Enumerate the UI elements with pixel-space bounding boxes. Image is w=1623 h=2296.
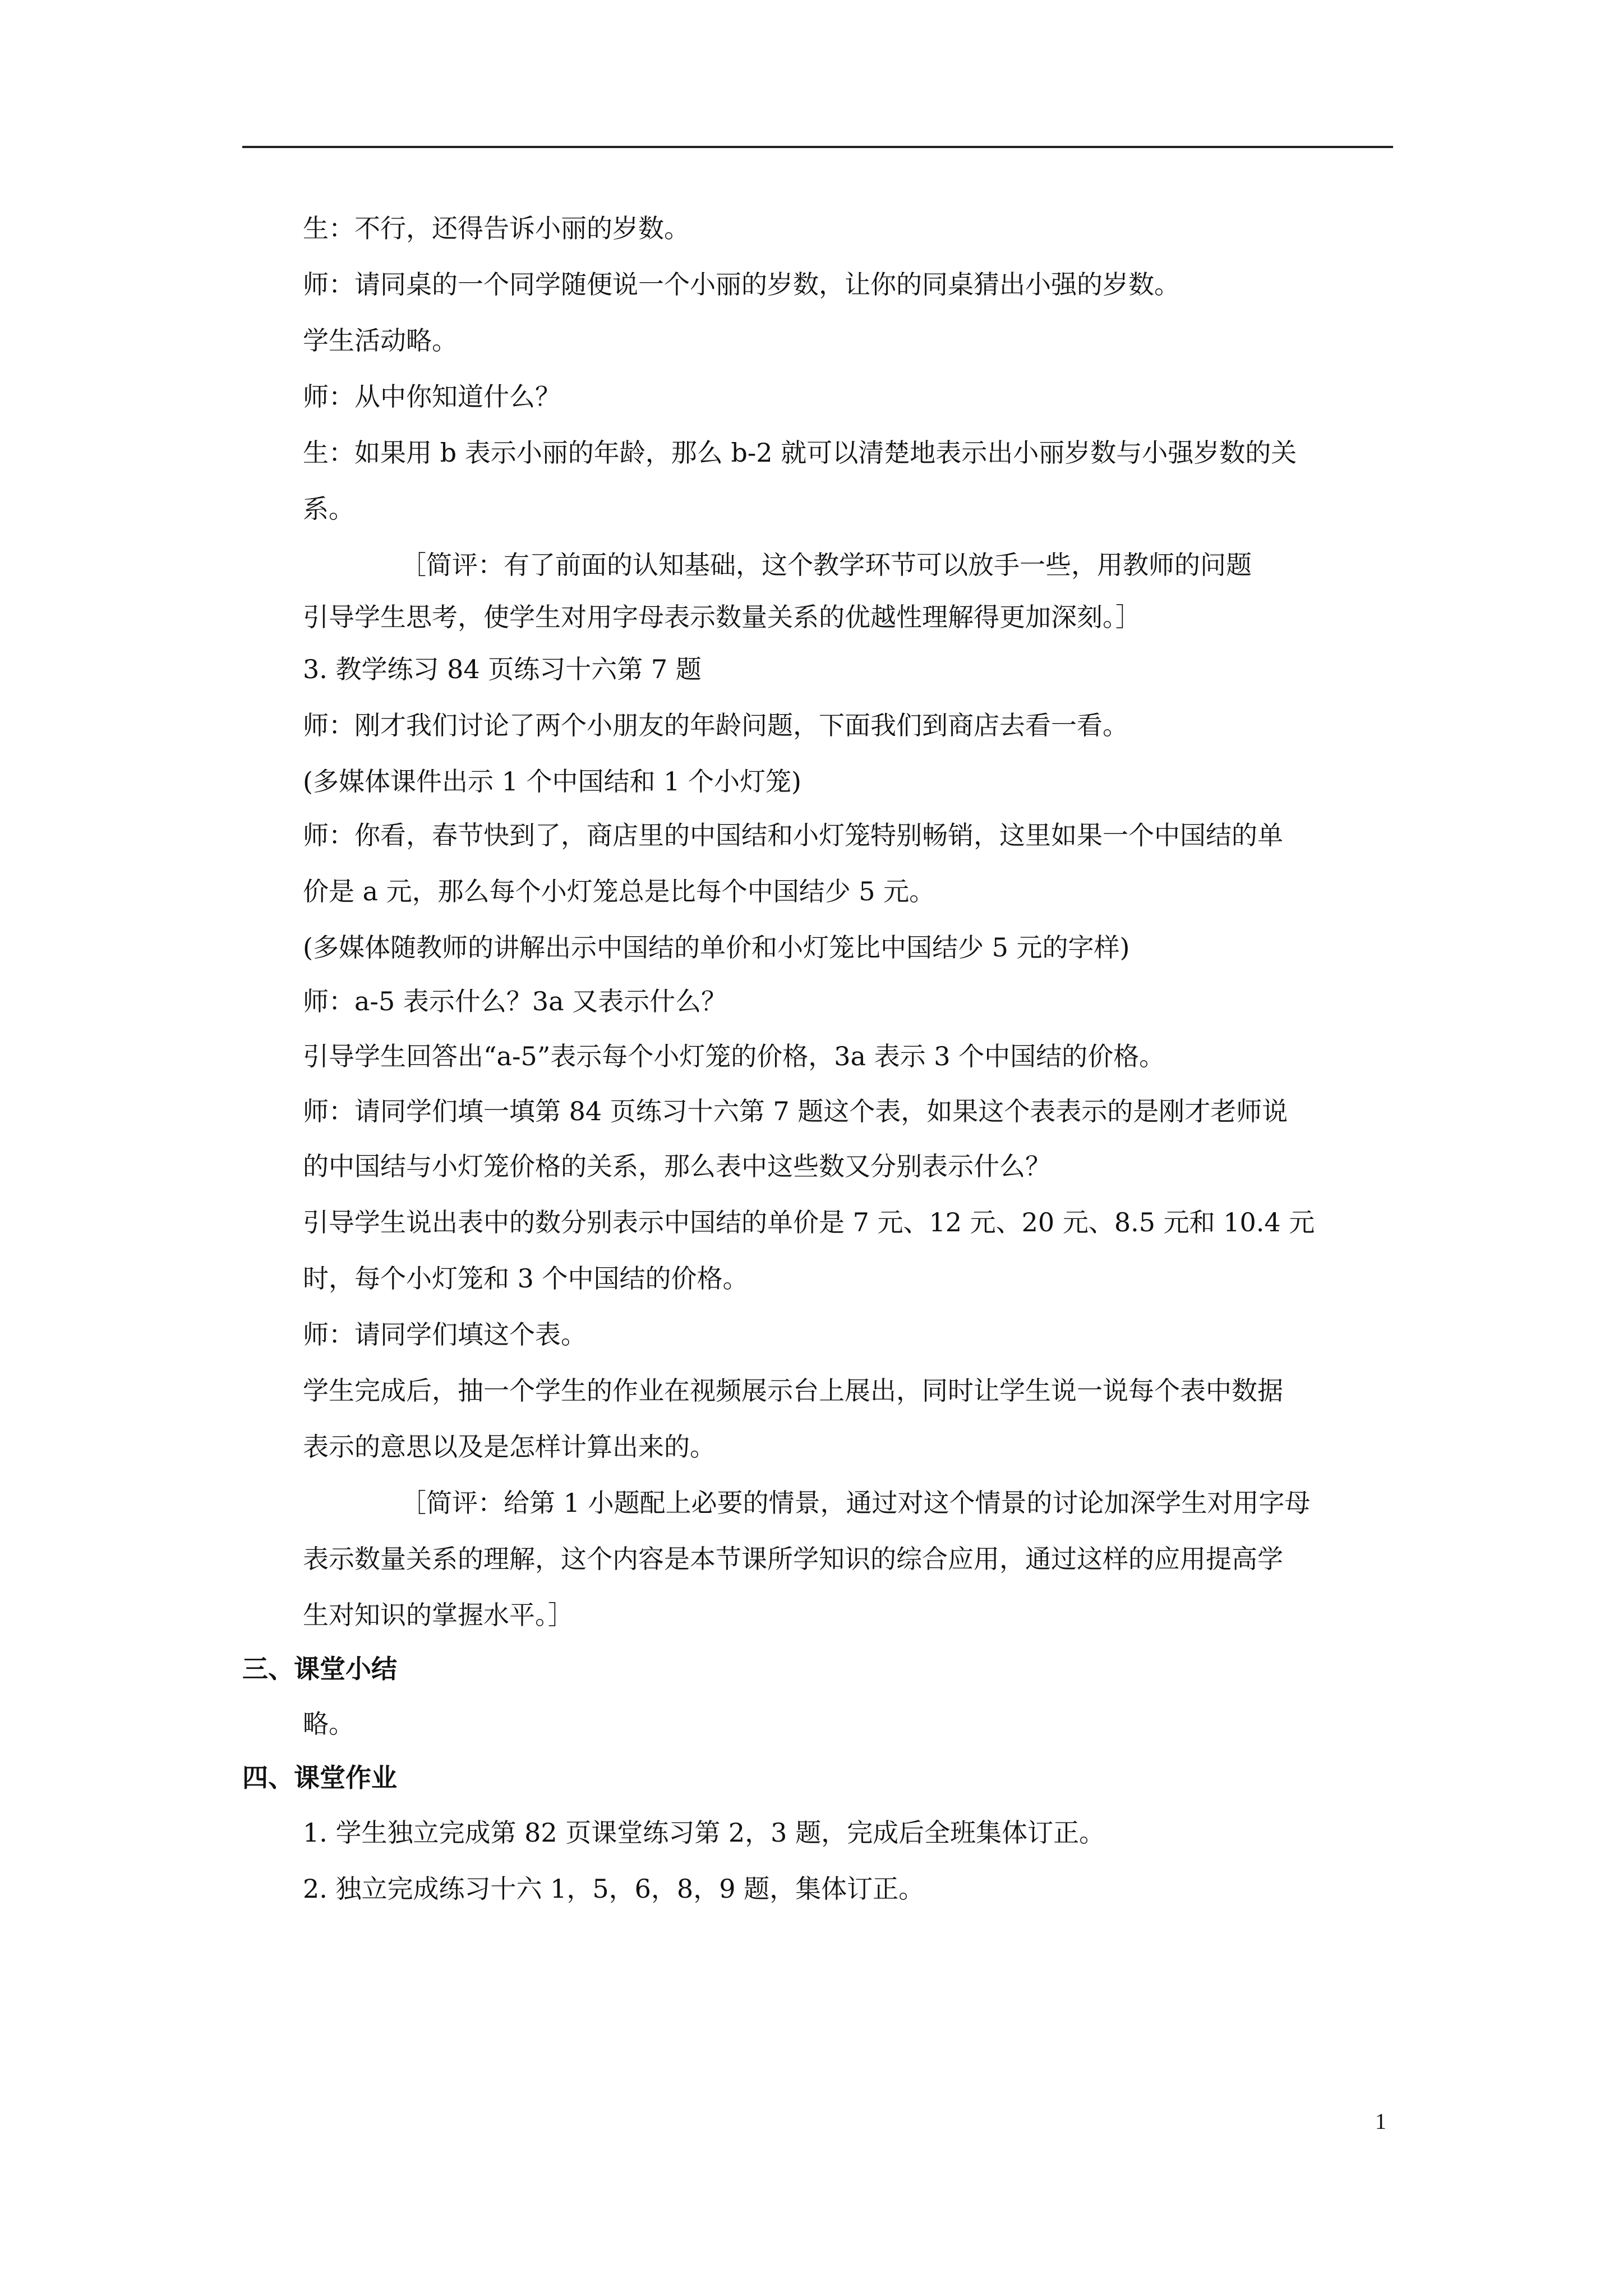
- text-line: 引导学生说出表中的数分别表示中国结的单价是 7 元、12 元、20 元、8.5 元和 10.4 元: [303, 1207, 1315, 1237]
- text-line: 略。: [303, 1709, 354, 1739]
- text-line: 师：请同学们填这个表。: [303, 1319, 587, 1350]
- comment-line: 表示数量关系的理解，这个内容是本节课所学知识的综合应用，通过这样的应用提高学: [303, 1544, 1283, 1574]
- text-line: 生：不行，还得告诉小丽的岁数。: [303, 213, 690, 243]
- comment-line: 引导学生思考，使学生对用字母表示数量关系的优越性理解得更加深刻。］: [303, 602, 1141, 632]
- text-line: 师：从中你知道什么？: [303, 381, 561, 412]
- text-line: 学生完成后，抽一个学生的作业在视频展示台上展出，同时让学生说一说每个表中数据: [303, 1375, 1283, 1406]
- text-line: 师：a-5 表示什么？3a 又表示什么？: [303, 986, 727, 1016]
- comment-line: ［简评：给第 1 小题配上必要的情景，通过对这个情景的讨论加深学生对用字母: [400, 1488, 1311, 1518]
- section-heading: 四、课堂作业: [242, 1763, 397, 1793]
- text-line: 师：你看，春节快到了，商店里的中国结和小灯笼特别畅销，这里如果一个中国结的单: [303, 820, 1283, 850]
- text-line: 学生活动略。: [303, 325, 458, 356]
- header-rule: [242, 146, 1393, 148]
- text-line: 师：刚才我们讨论了两个小朋友的年龄问题，下面我们到商店去看一看。: [303, 710, 1128, 740]
- text-line: 系。: [303, 494, 354, 524]
- text-line: 引导学生回答出“a-5”表示每个小灯笼的价格，3a 表示 3 个中国结的价格。: [303, 1041, 1165, 1071]
- text-line: 3. 教学练习 84 页练习十六第 7 题: [303, 654, 702, 684]
- text-line: 生：如果用 b 表示小丽的年龄，那么 b-2 就可以清楚地表示出小丽岁数与小强岁数的关: [303, 438, 1297, 468]
- text-line: 师：请同学们填一填第 84 页练习十六第 7 题这个表，如果这个表表示的是刚才老师说: [303, 1096, 1288, 1126]
- text-line: 1. 学生独立完成第 82 页课堂练习第 2，3 题，完成后全班集体订正。: [303, 1818, 1105, 1848]
- text-line: 师：请同桌的一个同学随便说一个小丽的岁数，让你的同桌猜出小强的岁数。: [303, 269, 1180, 300]
- text-line: 2. 独立完成练习十六 1，5，6，8，9 题，集体订正。: [303, 1874, 925, 1904]
- text-line: 价是 a 元，那么每个小灯笼总是比每个中国结少 5 元。: [303, 876, 935, 907]
- text-line: 表示的意思以及是怎样计算出来的。: [303, 1432, 716, 1462]
- comment-line: 生对知识的掌握水平。］: [303, 1600, 574, 1630]
- text-line: 时，每个小灯笼和 3 个中国结的价格。: [303, 1263, 749, 1294]
- text-line: (多媒体随教师的讲解出示中国结的单价和小灯笼比中国结少 5 元的字样): [303, 932, 1130, 963]
- text-line: (多媒体课件出示 1 个中国结和 1 个小灯笼): [303, 766, 801, 797]
- comment-line: ［简评：有了前面的认知基础，这个教学环节可以放手一些，用教师的问题: [400, 550, 1252, 580]
- section-heading: 三、课堂小结: [242, 1654, 397, 1684]
- text-line: 的中国结与小灯笼价格的关系，那么表中这些数又分别表示什么？: [303, 1151, 1051, 1181]
- page-number: 1: [1375, 2109, 1386, 2134]
